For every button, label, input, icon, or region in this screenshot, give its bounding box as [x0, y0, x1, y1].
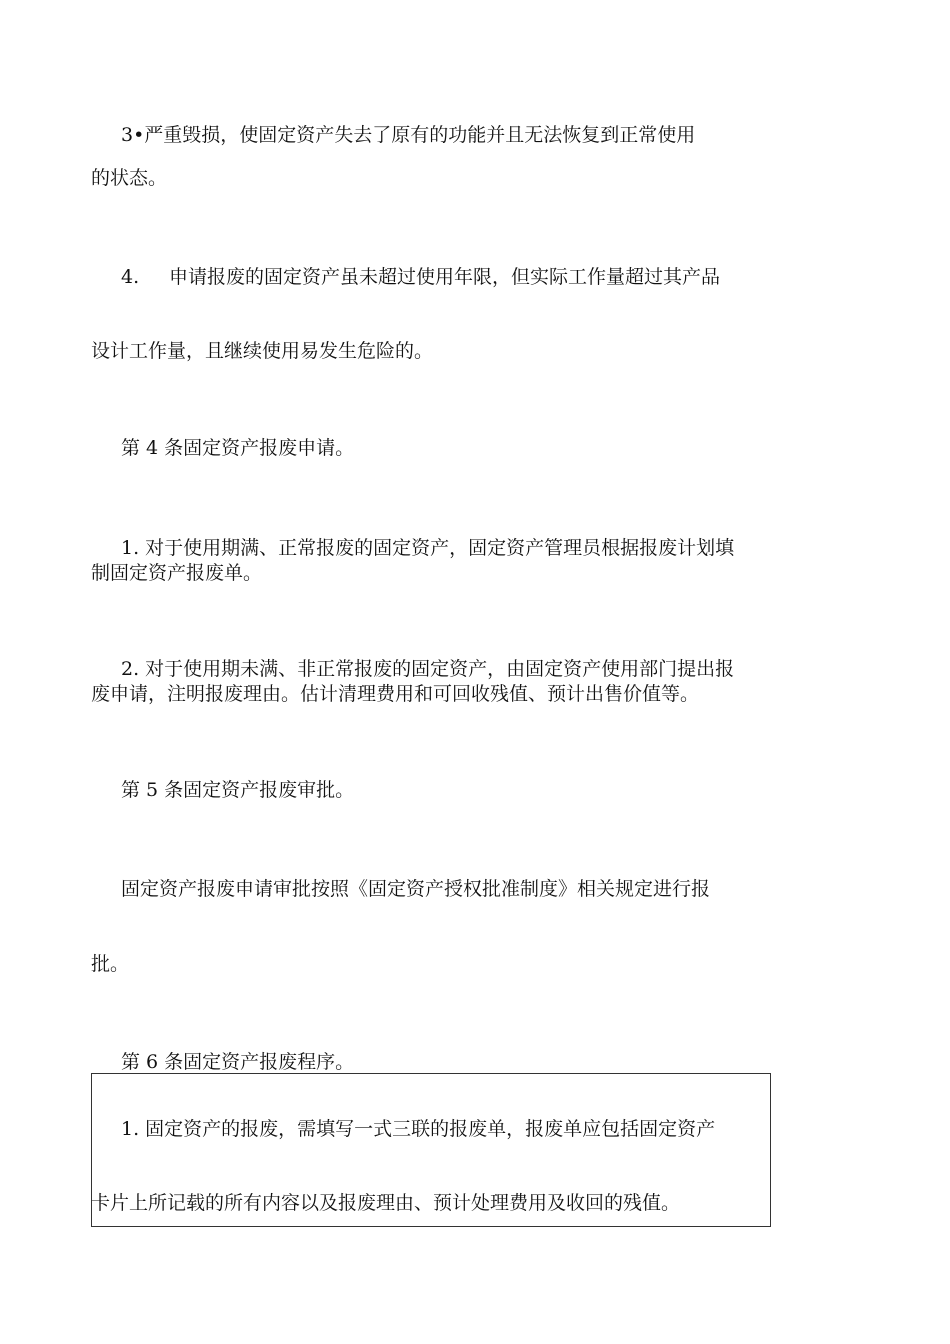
clause-3-line-1: 3•严重毁损，使固定资产失去了原有的功能并且无法恢复到正常使用 — [121, 124, 696, 146]
article-4-item-2-line-2: 废申请，注明报废理由。估计清理费用和可回收残值、预计出售价值等。 — [91, 683, 700, 705]
article-4-item-1-line-2: 制固定资产报废单。 — [91, 562, 263, 584]
clause-4-line-1: 申请报废的固定资产虽未超过使用年限，但实际工作量超过其产品 — [169, 266, 721, 288]
article-6-title: 第 6 条固定资产报废程序。 — [121, 1051, 355, 1073]
clause-4-number: 4. — [121, 266, 140, 288]
article-6-item-1-line-2: 卡片上所记载的所有内容以及报废理由、预计处理费用及收回的残值。 — [91, 1192, 681, 1214]
article-4-item-2-line-1: 2. 对于使用期未满、非正常报废的固定资产，由固定资产使用部门提出报 — [121, 658, 735, 680]
article-4-item-1-line-1: 1. 对于使用期满、正常报废的固定资产，固定资产管理员根据报废计划填 — [121, 537, 735, 559]
article-5-body-line-2: 批。 — [91, 953, 130, 975]
clause-3-line-2: 的状态。 — [91, 167, 168, 189]
article-5-title: 第 5 条固定资产报废审批。 — [121, 779, 355, 801]
article-5-body-line-1: 固定资产报废申请审批按照《固定资产授权批准制度》相关规定进行报 — [121, 878, 711, 900]
clause-4-line-2: 设计工作量，且继续使用易发生危险的。 — [91, 340, 434, 362]
article-4-title: 第 4 条固定资产报废申请。 — [121, 437, 355, 459]
article-6-item-1-line-1: 1. 固定资产的报废，需填写一式三联的报废单，报废单应包括固定资产 — [121, 1118, 716, 1140]
